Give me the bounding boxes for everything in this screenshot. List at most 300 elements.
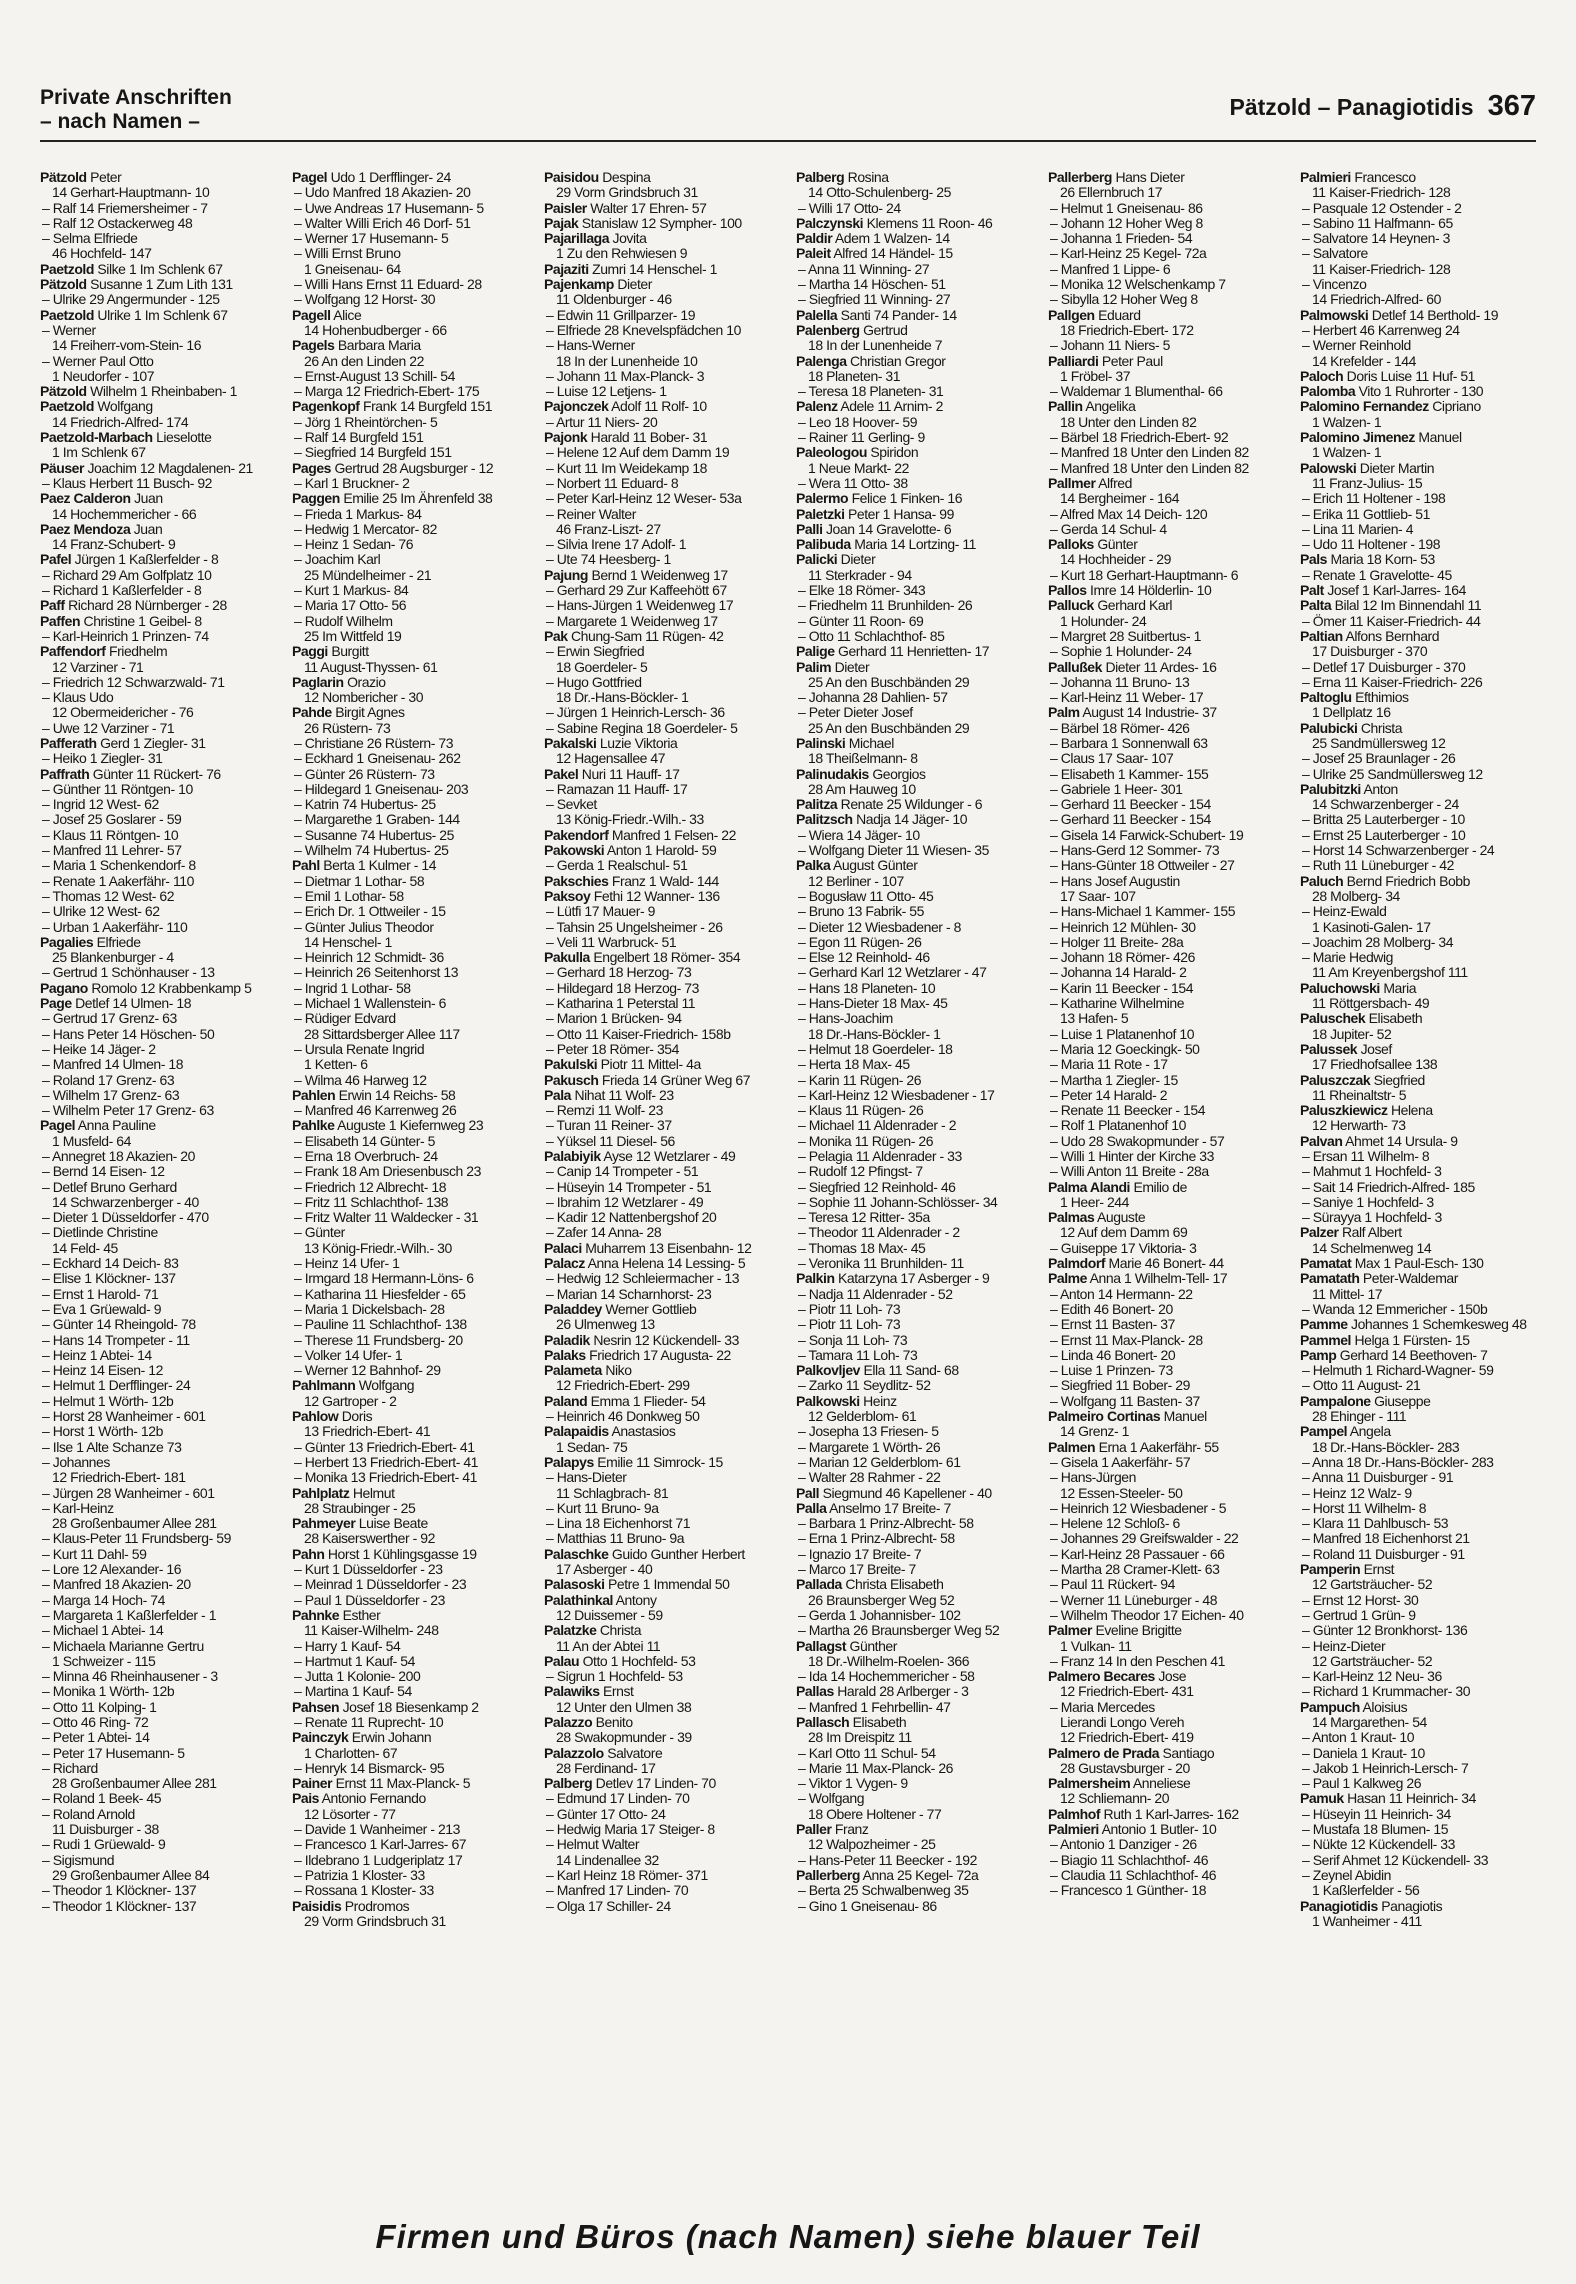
surname: Palinudakis <box>796 766 869 782</box>
entry-details: Niko <box>605 1363 632 1379</box>
entry-details: Benito <box>595 1714 633 1730</box>
entry-subentry: – Heinrich 12 Wiesbadener - 5 <box>1050 1500 1227 1516</box>
entry-subentry: – Monika 11 Rügen- 26 <box>798 1133 934 1149</box>
entry-subentry: – Holger 11 Breite- 28a <box>1050 934 1184 950</box>
entry-head <box>40 1118 272 1133</box>
entry-subentry: – Elisabeth 14 Günter- 5 <box>294 1133 435 1149</box>
entry-details: Katarzyna 17 Asberger - 9 <box>838 1271 990 1287</box>
entry-subentry: – Roland Arnold <box>42 1806 135 1822</box>
surname: Palapaidis <box>544 1424 609 1440</box>
entry-subentry: – Norbert 11 Eduard- 8 <box>546 475 679 491</box>
surname: Palmdorf <box>1048 1256 1106 1272</box>
surname: Pakulla <box>544 950 590 966</box>
entry-subentry: – Peter 18 Römer- 354 <box>546 1041 679 1057</box>
entry-details: Christa Elisabeth <box>845 1577 944 1593</box>
entry-subentry: – Hans-Dieter 18 Max- 45 <box>798 996 948 1012</box>
surname: Paldir <box>796 231 833 247</box>
entry-subentry: – Karl-Heinz 11 Weber- 17 <box>1050 690 1204 706</box>
entry-continuation: 1 Gneisenau- 64 <box>304 261 401 277</box>
surname: Pahlow <box>292 1409 339 1425</box>
entry-subentry: – Sonja 11 Loh- 73 <box>798 1332 908 1348</box>
entry-subentry: – Marie 11 Max-Planck- 26 <box>798 1760 954 1776</box>
entry-continuation: 14 Schwarzenberger - 24 <box>1312 797 1459 813</box>
surname: Paladdey <box>544 1301 602 1317</box>
entry-continuation: 11 An der Abtei 11 <box>556 1638 661 1654</box>
entry-subentry: – Kurt 11 Bruno- 9a <box>546 1500 659 1516</box>
surname: Pagels <box>292 338 335 354</box>
entry-details: Elisabeth <box>852 1714 907 1730</box>
entry-subentry: – Hans-Jürgen <box>1050 1470 1136 1486</box>
entry-head <box>1300 1042 1532 1057</box>
entry-continuation: 12 Hagensallee 47 <box>556 751 666 767</box>
entry-subentry: – Thomas 12 West- 62 <box>42 888 175 904</box>
entry-details: Auguste 1 Kiefernweg 23 <box>337 1118 484 1134</box>
entry-continuation: 14 Henschel- 1 <box>304 934 392 950</box>
entry-head <box>1048 1822 1280 1837</box>
entry-continuation: 18 Obere Holtener - 77 <box>808 1806 942 1822</box>
entry-head <box>1300 690 1532 705</box>
entry-subentry: – Karl Otto 11 Schul- 54 <box>798 1745 936 1761</box>
entry-continuation: 26 Braunsberger Weg 52 <box>808 1592 955 1608</box>
entry-continuation: 11 Röttgersbach- 49 <box>1312 996 1430 1012</box>
entry-details: Josef <box>1360 1041 1392 1057</box>
surname: Palczynski <box>796 215 864 231</box>
entry-continuation: 14 Freiherr-vom-Stein- 16 <box>52 338 202 354</box>
surname: Pätzold <box>40 384 87 400</box>
entry-continuation: 29 Vorm Grindsbruch 31 <box>304 1913 446 1929</box>
entry-subentry: – Gerhard 18 Herzog- 73 <box>546 965 692 981</box>
entry-subentry: – Heinz 14 Eisen- 12 <box>42 1363 163 1379</box>
entry-details: Siegfried <box>1373 1072 1425 1088</box>
entry-details: Guido Gunther Herbert <box>611 1546 745 1562</box>
entry-subentry: – Klara 11 Dahlbusch- 53 <box>1302 1516 1449 1532</box>
surname: Paloch <box>1300 368 1344 384</box>
entry-subentry: – Uwe 12 Varziner - 71 <box>42 720 175 736</box>
entry-continuation: 1 Fröbel- 37 <box>1060 368 1131 384</box>
entry-subentry: – Hans Peter 14 Höschen- 50 <box>42 1026 215 1042</box>
surname: Pallagst <box>796 1638 847 1654</box>
entry-subentry: – Ilse 1 Alte Schanze 73 <box>42 1439 182 1455</box>
entry-head <box>1300 552 1532 567</box>
entry-head <box>796 354 1028 369</box>
surname: Palatzke <box>544 1623 597 1639</box>
entry-subentry: – Nadja 11 Aldenrader - 52 <box>798 1286 953 1302</box>
entry-head <box>1300 1424 1532 1439</box>
surname: Palacz <box>544 1256 585 1272</box>
entry-head <box>40 491 272 506</box>
entry-head <box>544 1149 776 1164</box>
entry-continuation: 11 Oldenburger - 46 <box>556 292 672 308</box>
entry-details: Detlef 14 Berthold- 19 <box>1371 307 1499 323</box>
surname: Pagel <box>292 170 328 185</box>
surname: Paisidis <box>292 1898 342 1914</box>
entry-details: Alice <box>333 307 362 323</box>
entry-subentry: – Waldemar 1 Blumenthal- 66 <box>1050 384 1223 400</box>
entry-head <box>796 522 1028 537</box>
entry-subentry: – Hüseyin 14 Trompeter - 51 <box>546 1179 712 1195</box>
surname: Pamme <box>1300 1317 1348 1333</box>
entry-head <box>292 705 524 720</box>
entry-subentry: – Willi Ernst Bruno <box>294 246 401 262</box>
surname: Palubicki <box>1300 720 1358 736</box>
entry-subentry: – Linda 46 Bonert- 20 <box>1050 1347 1176 1363</box>
entry-subentry: – Josef 25 Goslarer - 59 <box>42 812 182 828</box>
entry-details: Francesco <box>1354 170 1416 185</box>
entry-subentry: – Martha 14 Höschen- 51 <box>798 277 946 293</box>
surname: Paggen <box>292 491 340 507</box>
entry-head <box>544 874 776 889</box>
entry-subentry: – Gerhard Karl 12 Wetzlarer - 47 <box>798 965 987 981</box>
entry-head <box>796 1486 1028 1501</box>
entry-head <box>544 1776 776 1791</box>
entry-subentry: – Heinrich 12 Schmidt- 36 <box>294 950 444 966</box>
entry-subentry: – Richard 29 Am Golfplatz 10 <box>42 567 212 583</box>
entry-details: Luzie Viktoria <box>599 735 678 751</box>
entry-subentry: – Siegfried 11 Winning- 27 <box>798 292 951 308</box>
entry-subentry: – Claudia 11 Schlachthof- 46 <box>1050 1867 1217 1883</box>
entry-subentry: – Werner 12 Bahnhof- 29 <box>294 1363 441 1379</box>
entry-details: Anton <box>1363 781 1398 797</box>
entry-continuation: 28 Im Dreispitz 11 <box>808 1730 912 1746</box>
entry-continuation: 14 Hohenbudberger - 66 <box>304 322 447 338</box>
entry-continuation: 1 Neudorfer - 107 <box>52 368 155 384</box>
entry-subentry: – Tamara 11 Loh- 73 <box>798 1347 918 1363</box>
entry-details: Erwin Johann <box>351 1730 432 1746</box>
entry-details: Siegmund 46 Kapellener - 40 <box>822 1485 992 1501</box>
entry-continuation: 1 Musfeld- 64 <box>52 1133 131 1149</box>
entry-details: Luise Beate <box>358 1516 428 1532</box>
surname: Paff <box>40 598 65 614</box>
entry-continuation: 14 Hochemmericher - 66 <box>52 506 197 522</box>
entry-details: Hans Dieter <box>1115 170 1185 185</box>
entry-subentry: – Rüdiger Edvard <box>294 1011 396 1027</box>
entry-details: Michael <box>848 735 894 751</box>
entry-subentry: – Teresa 18 Planeten- 31 <box>798 384 944 400</box>
surname: Palubitzki <box>1300 781 1361 797</box>
entry-subentry: – Hans-Günter 18 Ottweiler - 27 <box>1050 858 1235 874</box>
entry-subentry: – Sophie 11 Johann-Schlösser- 34 <box>798 1194 998 1210</box>
surname: Paetzold <box>40 261 94 277</box>
entry-details: Santi 74 Pander- 14 <box>840 307 957 323</box>
entry-continuation: 12 Berliner - 107 <box>808 873 904 889</box>
entry-subentry: – Hüseyin 11 Heinrich- 34 <box>1302 1806 1451 1822</box>
entry-subentry: – Reiner Walter <box>546 506 636 522</box>
entry-subentry: – Klaus 11 Rügen- 26 <box>798 1103 924 1119</box>
entry-subentry: – Heinrich 12 Mühlen- 30 <box>1050 919 1196 935</box>
entry-head <box>544 1455 776 1470</box>
entry-subentry: – Klaus 11 Röntgen- 10 <box>42 827 179 843</box>
surname: Palau <box>544 1653 580 1669</box>
surname: Palawiks <box>544 1684 600 1700</box>
entry-subentry: – Michael 1 Wallenstein- 6 <box>294 996 446 1012</box>
section-title-line1: Private Anschriften <box>40 86 232 109</box>
entry-head <box>292 675 524 690</box>
entry-head <box>1300 721 1532 736</box>
surname: Pahde <box>292 705 332 721</box>
entry-subentry: – Selma Elfriede <box>42 231 138 247</box>
column-5 <box>1048 170 1280 2180</box>
entry-details: Emilie 25 Im Ährenfeld 38 <box>343 491 493 507</box>
entry-head <box>796 644 1028 659</box>
entry-subentry: – Ulrike 12 West- 62 <box>42 904 160 920</box>
surname: Paksoy <box>544 888 591 904</box>
surname: Paleologou <box>796 445 867 461</box>
entry-subentry: – Manfred 18 Unter den Linden 82 <box>1050 460 1249 476</box>
entry-subentry: – Wilma 46 Harweg 12 <box>294 1072 427 1088</box>
entry-details: Ernst <box>603 1684 634 1700</box>
entry-subentry: – Ömer 11 Kaiser-Friedrich- 44 <box>1302 613 1481 629</box>
entry-details: Detlev 17 Linden- 70 <box>595 1776 716 1792</box>
entry-head <box>796 767 1028 782</box>
entry-details: Bernd Friedrich Bobb <box>1346 873 1470 889</box>
entry-subentry: – Rudolf Wilhelm <box>294 613 393 629</box>
entry-head <box>1300 1562 1532 1577</box>
entry-head <box>1300 461 1532 476</box>
entry-details: Johannes 1 Schemkesweg 48 <box>1351 1317 1527 1333</box>
entry-subentry: – Walter Willi Erich 46 Dorf- 51 <box>294 215 471 231</box>
entry-details: Gerd 1 Ziegler- 31 <box>100 735 206 751</box>
entry-continuation: 28 Swakopmunder - 39 <box>556 1730 692 1746</box>
entry-subentry: – Wilhelm Peter 17 Grenz- 63 <box>42 1103 214 1119</box>
surname: Palazzolo <box>544 1745 604 1761</box>
surname: Pakusch <box>544 1072 599 1088</box>
surname: Panagiotidis <box>1300 1898 1378 1914</box>
entry-subentry: – Jakob 1 Heinrich-Lersch- 7 <box>1302 1760 1469 1776</box>
entry-details: Wolfgang <box>358 1378 415 1394</box>
entry-continuation: 1 Walzen- 1 <box>1312 414 1382 430</box>
entry-head <box>1048 1776 1280 1791</box>
entry-subentry: – Günter 11 Roon- 69 <box>798 613 924 629</box>
entry-head <box>796 1271 1028 1286</box>
entry-continuation: 29 Vorm Grindsbruch 31 <box>556 185 698 201</box>
entry-subentry: – Karl-Heinz 25 Kegel- 72a <box>1050 246 1207 262</box>
entry-continuation: 1 Wanheimer - 411 <box>1312 1913 1422 1929</box>
entry-details: Doris <box>341 1409 373 1425</box>
entry-subentry: – Bogusław 11 Otto- 45 <box>798 888 934 904</box>
entry-continuation: 11 Am Kreyenbergshof 111 <box>1312 965 1468 981</box>
entry-subentry: – Eva 1 Grüewald- 9 <box>42 1301 162 1317</box>
entry-head <box>796 216 1028 231</box>
entry-subentry: – Paul 11 Rückert- 94 <box>1050 1577 1175 1593</box>
surname: Pafferath <box>40 735 97 751</box>
surname: Paetzold <box>40 399 94 415</box>
entry-subentry: – Ulrike 29 Angermunder - 125 <box>42 292 220 308</box>
entry-head <box>544 828 776 843</box>
entry-head <box>1048 1180 1280 1195</box>
entry-head <box>544 277 776 292</box>
entry-subentry: – Hans-Gerd 12 Sommer- 73 <box>1050 843 1220 859</box>
entry-subentry: – Sophie 1 Holunder- 24 <box>1050 644 1192 660</box>
surname: Palabiyik <box>544 1149 601 1164</box>
entry-subentry: – Luise 1 Prinzen- 73 <box>1050 1363 1173 1379</box>
entry-subentry: – Otto 11 August- 21 <box>1302 1378 1421 1394</box>
column-6 <box>1300 170 1532 2180</box>
entry-details: Ernst <box>1363 1562 1395 1578</box>
entry-continuation: 14 Krefelder - 144 <box>1312 353 1416 369</box>
entry-head <box>1048 1669 1280 1684</box>
entry-subentry: – Sürayya 1 Hochfeld- 3 <box>1302 1210 1442 1226</box>
entry-head <box>1300 1271 1532 1286</box>
entry-continuation: 12 Nombericher - 30 <box>304 690 424 706</box>
entry-details: Max 1 Paul-Esch- 130 <box>1354 1256 1484 1272</box>
entry-continuation: 28 Molberg- 34 <box>1312 888 1400 904</box>
entry-subentry: – Bärbel 18 Römer- 426 <box>1050 720 1190 736</box>
entry-subentry: – Hartmut 1 Kauf- 54 <box>294 1653 415 1669</box>
entry-head <box>796 231 1028 246</box>
entry-subentry: – Willi Anton 11 Breite - 28a <box>1050 1164 1209 1180</box>
entry-subentry: – Marie Hedwig <box>1302 950 1393 966</box>
entry-subentry: – Walter 28 Rahmer - 22 <box>798 1470 941 1486</box>
entry-subentry: – Heinz 1 Abtei- 14 <box>42 1347 152 1363</box>
entry-subentry: – Gerda 1 Johannisber- 102 <box>798 1607 961 1623</box>
surname: Pals <box>1300 552 1327 568</box>
entry-subentry: – Salvatore 14 Heynen- 3 <box>1302 231 1450 247</box>
entry-details: Jovita <box>612 231 647 247</box>
entry-details: August 14 Industrie- 37 <box>1082 705 1217 721</box>
surname: Pajung <box>544 567 588 583</box>
entry-subentry: – Daniela 1 Kraut- 10 <box>1302 1745 1425 1761</box>
entry-head <box>1300 1225 1532 1240</box>
entry-head <box>796 323 1028 338</box>
entry-head <box>1048 308 1280 323</box>
entry-details: Ulrike 1 Im Schlenk 67 <box>97 307 228 323</box>
surname: Palaschke <box>544 1546 609 1562</box>
surname: Pall <box>796 1485 820 1501</box>
surname: Palomba <box>1300 384 1356 400</box>
entry-continuation: 12 Unter den Ulmen 38 <box>556 1699 692 1715</box>
entry-head <box>1300 308 1532 323</box>
entry-subentry: – Karl-Heinz <box>42 1500 114 1516</box>
entry-subentry: – Willi Hans Ernst 11 Eduard- 28 <box>294 277 482 293</box>
entry-continuation: 1 Sedan- 75 <box>556 1439 628 1455</box>
entry-details: August Günter <box>833 858 918 874</box>
entry-continuation: 18 Unter den Linden 82 <box>1060 414 1197 430</box>
entry-head <box>544 262 776 277</box>
entry-subentry: – Kurt 1 Düsseldorfer - 23 <box>294 1562 443 1578</box>
entry-subentry: – Helmut 18 Goerdeler- 18 <box>798 1041 953 1057</box>
entry-subentry: – Peter 17 Husemann- 5 <box>42 1745 185 1761</box>
entry-subentry: – Margret 28 Suitbertus- 1 <box>1050 628 1201 644</box>
surname: Palmen <box>1048 1439 1096 1455</box>
entry-subentry: – Berta 25 Schwalbenweg 35 <box>798 1883 969 1899</box>
entry-subentry: – Manfred 18 Akazien- 20 <box>42 1577 191 1593</box>
entry-head <box>1300 1011 1532 1026</box>
entry-subentry: – Piotr 11 Loh- 73 <box>798 1301 901 1317</box>
surname: Palathinkal <box>544 1592 613 1608</box>
entry-subentry: – Renate 1 Gravelotte- 45 <box>1302 567 1452 583</box>
entry-details: Maria 18 Korn- 53 <box>1330 552 1435 568</box>
entry-subentry: – Mahmut 1 Hochfeld- 3 <box>1302 1164 1442 1180</box>
entry-continuation: 26 Ellernbruch 17 <box>1060 185 1163 201</box>
surname: Paglarin <box>292 674 344 690</box>
entry-subentry: – Kurt 11 Im Weidekamp 18 <box>546 460 707 476</box>
entry-subentry: – Ralf 14 Burgfeld 151 <box>294 430 424 446</box>
surname: Pahl <box>292 858 320 874</box>
entry-subentry: – Manfred 1 Fehrbellin- 47 <box>798 1699 951 1715</box>
entry-continuation: 14 Friedrich-Alfred- 174 <box>52 414 189 430</box>
entry-details: Emilio de <box>1133 1179 1187 1195</box>
entry-head <box>544 950 776 965</box>
entry-subentry: – Emil 1 Lothar- 58 <box>294 888 404 904</box>
entry-details: Romolo 12 Krabbenkamp 5 <box>91 980 252 996</box>
entry-continuation: 1 Dellplatz 16 <box>1312 705 1391 721</box>
entry-subentry: – Willi 17 Otto- 24 <box>798 200 901 216</box>
entry-details: Otto 1 Hochfeld- 53 <box>582 1653 696 1669</box>
entry-subentry: – Ralf 14 Friemersheimer - 7 <box>42 200 208 216</box>
entry-head <box>1300 598 1532 613</box>
entry-subentry: – Matthias 11 Bruno- 9a <box>546 1531 685 1547</box>
entry-continuation: 11 Duisburger - 38 <box>52 1822 159 1838</box>
surname: Paez Mendoza <box>40 521 131 537</box>
surname: Paller <box>796 1822 832 1838</box>
entry-subentry: – Friedhelm 11 Brunhilden- 26 <box>798 598 973 614</box>
entry-subentry: – Otto 11 Kaiser-Friedrich- 158b <box>546 1026 731 1042</box>
entry-details: Marie 46 Bonert- 44 <box>1108 1256 1224 1272</box>
surname: Palmeiro Cortinas <box>1048 1409 1161 1425</box>
entry-continuation: 14 Gerhart-Hauptmann- 10 <box>52 185 210 201</box>
surname: Pakalski <box>544 735 597 751</box>
entry-head <box>292 1378 524 1393</box>
surname: Pafel <box>40 552 72 568</box>
entry-subentry: – Siegfried 14 Burgfeld 151 <box>294 445 452 461</box>
entry-continuation: 1 Kasinoti-Galen- 17 <box>1312 919 1431 935</box>
entry-details: Maria 14 Lortzing- 11 <box>854 537 977 553</box>
entry-continuation: 14 Schelmenweg 14 <box>1312 1240 1432 1256</box>
entry-subentry: – Heinrich 26 Seitenhorst 13 <box>294 965 459 981</box>
entry-head <box>544 1363 776 1378</box>
entry-continuation: 18 Theißelmann- 8 <box>808 751 918 767</box>
entry-subentry: – Günter 14 Rheingold- 78 <box>42 1317 196 1333</box>
entry-subentry: – Katharina 11 Hiesfelder - 65 <box>294 1286 466 1302</box>
entry-subentry: – Heinz-Dieter <box>1302 1638 1386 1654</box>
entry-head <box>40 598 272 613</box>
entry-subentry: – Volker 14 Ufer- 1 <box>294 1347 403 1363</box>
entry-head <box>1048 1440 1280 1455</box>
entry-subentry: – Theodor 1 Klöckner- 137 <box>42 1883 197 1899</box>
entry-head <box>40 552 272 567</box>
entry-head <box>1300 399 1532 414</box>
entry-subentry: – Helmut 1 Wörth- 12b <box>42 1393 174 1409</box>
surname: Palomino Fernandez <box>1300 399 1429 415</box>
entry-continuation: 25 Im Wittfeld 19 <box>304 628 402 644</box>
surname: Pajenkamp <box>544 277 614 293</box>
entry-subentry: – Günter Julius Theodor <box>294 919 434 935</box>
entry-details: Panagiotis <box>1381 1898 1443 1914</box>
entry-details: Klemens 11 Roon- 46 <box>866 215 993 231</box>
entry-details: Gertrud <box>863 322 908 338</box>
entry-details: Eveline Brigitte <box>1095 1623 1182 1639</box>
entry-details: Gerhard 11 Henrietten- 17 <box>838 644 990 660</box>
entry-details: Gerhard Karl <box>1097 598 1173 614</box>
entry-subentry: – Erich 11 Holtener - 198 <box>1302 491 1446 507</box>
entry-continuation: 11 August-Thyssen- 61 <box>304 659 438 675</box>
entry-subentry: – Herbert 46 Karrenweg 24 <box>1302 322 1460 338</box>
entry-head <box>1300 384 1532 399</box>
surname: Palvan <box>1300 1133 1343 1149</box>
entry-details: Engelbert 18 Römer- 354 <box>593 950 741 966</box>
entry-head <box>292 1547 524 1562</box>
entry-subentry: – Roland 11 Duisburger - 91 <box>1302 1546 1465 1562</box>
entry-subentry: – Antonio 1 Danziger - 26 <box>1050 1837 1197 1853</box>
entry-subentry: – Claus 17 Saar- 107 <box>1050 751 1174 767</box>
entry-subentry: – Lina 11 Marien- 4 <box>1302 521 1414 537</box>
entry-subentry: – Maria 12 Goeckingk- 50 <box>1050 1041 1200 1057</box>
entry-details: Peter <box>90 170 122 185</box>
entry-continuation: 11 Franz-Julius- 15 <box>1312 475 1423 491</box>
entry-continuation: 18 Dr.-Hans-Böckler- 283 <box>1312 1439 1460 1455</box>
surname: Palomino Jimenez <box>1300 430 1415 446</box>
entry-head <box>40 981 272 996</box>
